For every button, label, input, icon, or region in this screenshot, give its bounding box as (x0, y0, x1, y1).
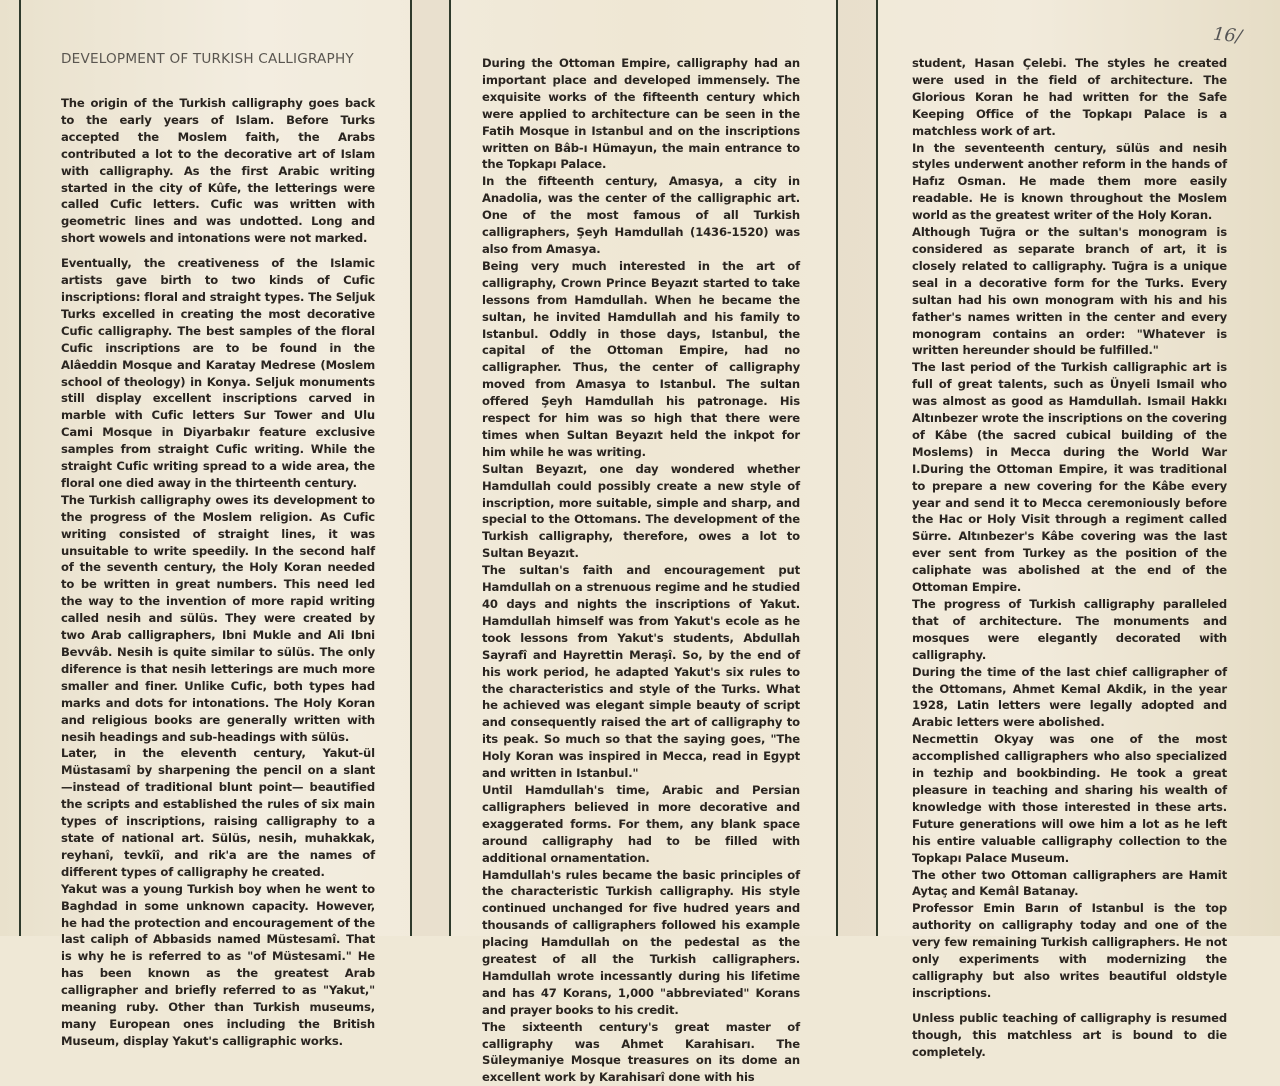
paragraph: Sultan Beyazıt, one day wondered whether Hamdullah could possibly create a new style of inscription, more suitable, simple and sharp, and special to the Ottomans. The development of the Turkish calligraphy, therefore, owes a lot to Sultan Beyazıt. (482, 461, 800, 561)
paragraph: The sixteenth century's great master of calligraphy was Ahmet Karahisarı. The Süleymaniye Mosque treasures on its dome an excellent work by Karahisarî done with his (482, 1019, 800, 1085)
paragraph: The other two Ottoman calligraphers are Hamit Aytaç and Kemâl Batanay. (912, 867, 1227, 899)
paragraph: The origin of the Turkish calligraphy goes back to the early years of Islam. Before Turks accepted the Moslem faith, the Arabs contributed a lot to the decorative art of Islam with calligraphy. As the first Arabic writing started in the city of Kûfe, the letterings were called Cufic letters. Cufic was written with geometric lines and was undotted. Long and short wowels and intonations were not marked. (61, 96, 375, 246)
handwritten-page-number: 16/ (1211, 23, 1243, 48)
fold-line (19, 0, 21, 936)
paragraph: Unless public teaching of calligraphy is resumed though, this matchless art is bound to die completely. (912, 1010, 1227, 1059)
column-3 (912, 55, 1227, 1060)
paragraph: Later, in the eleventh century, Yakut-ül Müstasamî by sharpening the pencil on a slant —instead of traditional blunt point— beautified the scripts and established the rules of six main types of inscriptions, raising calligraphy to a state of national art. Sülüs, nesih, muhakkak, reyhanî, tevkîî, and rik'a are the names of different types of calligraphy he created. (61, 746, 375, 879)
paragraph: student, Hasan Çelebi. The styles he created were used in the field of architecture. The Glorious Koran he had written for the Safe Keeping Office of the Topkapı Palace is a matchless work of art. (912, 56, 1227, 138)
paragraph: The sultan's faith and encouragement put Hamdullah on a strenuous regime and he studied 40 days and nights the inscriptions of Yakut. Hamdullah himself was from Yakut's ecole as he took lessons from Yakut's students, Abdullah Sayrafî and Hayrettin Meraşî. So, by the end of his work period, he adapted Yakut's six rules to the characteristics and style of the Turks. What he achieved was elegant simple beauty of script and consequently raised the art of calligraphy to its peak. So much so that the saying goes, "The Holy Koran was inspired in Mecca, read in Egypt and written in Istanbul." (482, 563, 800, 781)
fold-line (410, 0, 412, 936)
paragraph: Although Tuğra or the sultan's monogram is considered as separate branch of art, it is closely related to calligraphy. Tuğra is a unique seal in a decorative form for the Turks. Every sultan had his own monogram with his and his father's names written in the center and every monogram contains an order: "Whatever is written hereunder should be fulfilled." (912, 225, 1227, 358)
fold-shadow (412, 0, 449, 936)
paragraph: In the fifteenth century, Amasya, a city in Anadolia, was the center of the calligraphic art. One of the most famous of all Turkish calligraphers, Şeyh Hamdullah (1436-1520) was also from Amasya. (482, 174, 800, 256)
fold-line (836, 0, 838, 936)
fold-line (449, 0, 451, 936)
paragraph: During the time of the last chief calligrapher of the Ottomans, Ahmet Kemal Akdik, in the year 1928, Latin letters were legally adopted and Arabic letters were abolished. (912, 664, 1227, 730)
column-2 (482, 55, 800, 1086)
column-1 (61, 95, 375, 1050)
paragraph: Yakut was a young Turkish boy when he went to Baghdad in some unknown capacity. However, he had the protection and encouragement of the last caliph of Abbasids named Müstesamî. That is why he is referred to as "of Müstesami." He has been known as the greatest Arab calligrapher and briefly referred to as "Yakut," meaning ruby. Other than Turkish museums, many European ones including the British Museum, display Yakut's calligraphic works. (61, 881, 375, 1048)
paragraph: Hamdullah's rules became the basic principles of the characteristic Turkish calligraphy. His style continued unchanged for five hudred years and thousands of calligraphers followed his example placing Hamdullah on the pedestal as the greatest of all the Turkish calligraphers. Hamdullah wrote incessantly during his lifetime and has 47 Korans, 1,000 "abbreviated" Korans and prayer books to his credit. (482, 867, 800, 1017)
paragraph: Being very much interested in the art of calligraphy, Crown Prince Beyazıt started to take lessons from Hamdullah. When he became the sultan, he invited Hamdullah and his family to Istanbul. Oddly in those days, Istanbul, the capital of the Ottoman Empire, had no calligrapher. Thus, the center of calligraphy moved from Amasya to Istanbul. The sultan offered Şeyh Hamdullah his patronage. His respect for him was so high that there were times when Sultan Beyazıt held the inkpot for him while he was writing. (482, 258, 800, 459)
paragraph: During the Ottoman Empire, calligraphy had an important place and developed immensely. The exquisite works of the fifteenth century which were applied to architecture can be seen in the Fatih Mosque in Istanbul and on the inscriptions written on Bâb-ı Hümayun, the main entrance to the Topkapı Palace. (482, 56, 800, 172)
page-title: DEVELOPMENT OF TURKISH CALLIGRAPHY (61, 51, 354, 67)
paragraph: Until Hamdullah's time, Arabic and Persian calligraphers believed in more decorative and exaggerated forms. For them, any blank space around calligraphy had to be filled with additional ornamentation. (482, 782, 800, 865)
paragraph: Professor Emin Barın of Istanbul is the top authority on calligraphy today and one of the very few remaining Turkish calligraphers. He not only experiments with modernizing the calligraphy but also writes beautiful oldstyle inscriptions. (912, 901, 1227, 1000)
paragraph: Eventually, the creativeness of the Islamic artists gave birth to two kinds of Cufic inscriptions: floral and straight types. The Seljuk Turks excelled in creating the most decorative Cufic calligraphy. The best samples of the floral Cufic inscriptions are to be found in the Alâeddin Mosque and Karatay Medrese (Moslem school of theology) in Konya. Seljuk monuments still display excellent inscriptions carved in marble with Cufic letters Sur Tower and Ulu Cami Mosque in Diyarbakır feature exclusive samples from straight Cufic writing. While the straight Cufic writing spread to a wide area, the floral one died away in the thirteenth century. (61, 256, 375, 490)
paragraph: In the seventeenth century, sülüs and nesih styles underwent another reform in the hands of Hafız Osman. He made them more easily readable. He is known throughout the Moslem world as the greatest writer of the Holy Koran. (912, 140, 1227, 223)
paragraph: The progress of Turkish calligraphy paralleled that of architecture. The monuments and mosques were elegantly decorated with calligraphy. (912, 597, 1227, 662)
fold-line (876, 0, 878, 936)
paragraph: Necmettin Okyay was one of the most accomplished calligraphers who also specialized in tezhip and bookbinding. He took a great pleasure in teaching and sharing his wealth of knowledge with those interested in these arts. Future generations will owe him a lot as he left his entire valuable calligraphy collection to the Topkapı Palace Museum. (912, 732, 1227, 865)
paragraph: The last period of the Turkish calligraphic art is full of great talents, such as Ünyeli Ismail who was almost as good as Hamdullah. Ismail Hakkı Altınbezer wrote the inscriptions on the covering of Kâbe (the sacred cubical building of the Moslems) in Mecca during the World War I.During the Ottoman Empire, it was traditional to prepare a new covering for the Kâbe every year and send it to Mecca ceremoniously before the Hac or Holy Visit through a regiment called Sürre. Altınbezer's Kâbe covering was the last ever sent from Turkey as the position of the caliphate was abolished at the end of the Ottoman Empire. (912, 360, 1227, 595)
paragraph: The Turkish calligraphy owes its development to the progress of the Moslem religion. As Cufic writing consisted of straight lines, it was unsuitable to write speedily. In the second half of the seventh century, the Holy Koran needed to be written in great numbers. This need led the way to the invention of more rapid writing called nesih and sülüs. They were created by two Arab calligraphers, Ibni Mukle and Ali Ibni Bevvâb. Nesih is quite similar to sülüs. The only diference is that nesih letterings are much more smaller and finer. Unlike Cufic, both types had marks and dots for intonations. The Holy Koran and religious books are generally written with nesih headings and sub-headings with sülüs. (61, 492, 375, 744)
fold-shadow (838, 0, 876, 936)
